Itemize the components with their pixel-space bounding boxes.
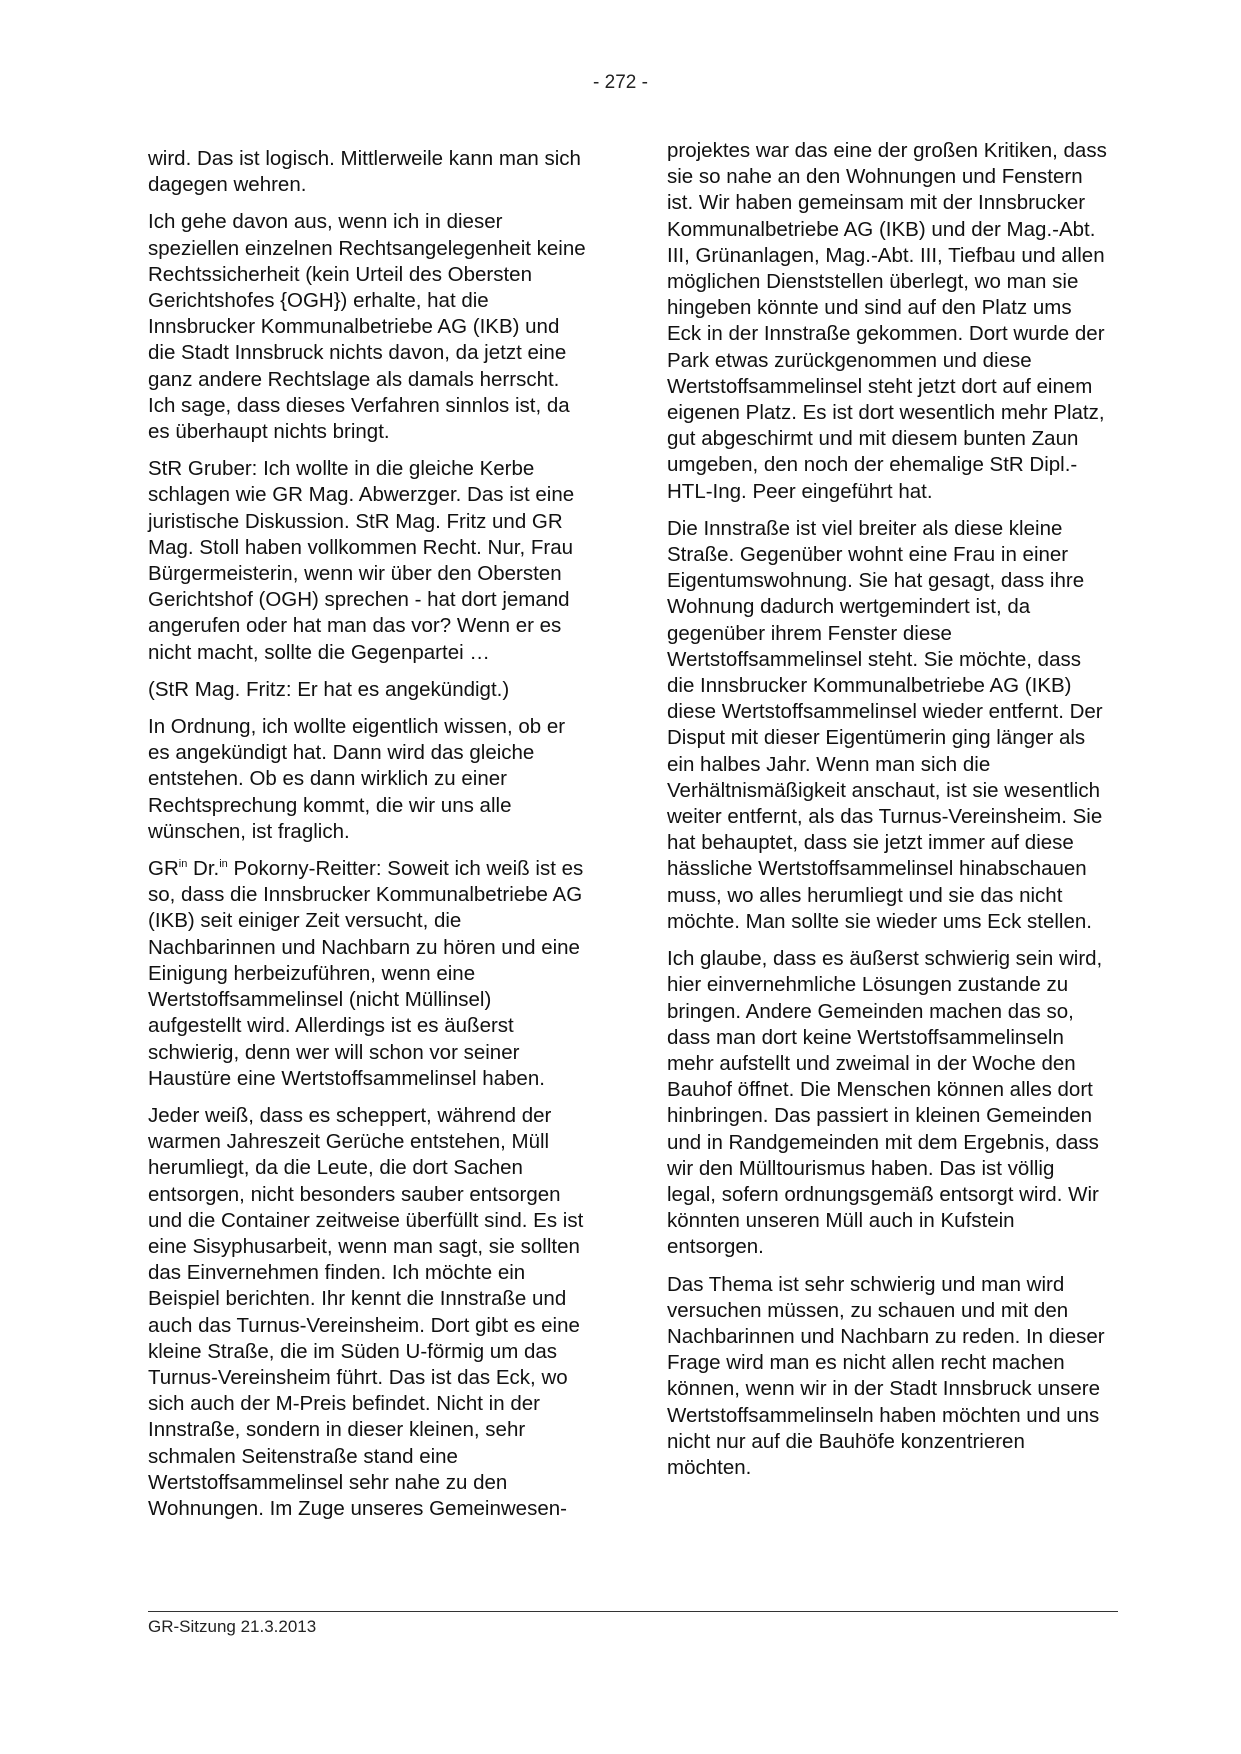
page-number: - 272 - bbox=[593, 72, 648, 93]
footer-session-date: GR-Sitzung 21.3.2013 bbox=[148, 1617, 317, 1636]
speech-text: Soweit ich weiß ist es so, dass die Innsbrucker Kommunalbetriebe AG (IKB) seit einiger Zeit versucht, die Nachbarinnen und Nachbarn zu hören und eine Einigung herbeizuführen, wenn eine Wertstoffsammelinsel (nicht Müllinsel) aufgestellt wird. Allerdings ist es äußerst schwierig, denn wer will schon vor seiner Haustüre eine Wertstoffsammelinsel haben. bbox=[148, 857, 584, 1090]
paragraph: (StR Mag. Fritz: Er hat es angekündigt.) bbox=[148, 677, 510, 701]
speaker-title: GR bbox=[148, 857, 179, 881]
footer-divider bbox=[148, 1611, 1118, 1612]
paragraph: Die Innstraße ist viel breiter als diese kleine Straße. Gegenüber wohnt eine Frau in einer Eigentumswohnung. Sie hat gesagt, dass ihre Wohnung dadurch wertgemindert ist, da gegenüber ihrem Fenster diese Wertstoffsammelinsel steht. Sie möchte, dass die Innsbrucker Kommunalbetriebe AG (IKB) diese Wertstoffsammelinsel wieder entfernt. Der Disput mit dieser Eigentümerin ging länger als ein halbes Jahr. Wenn man sich die Verhältnismäßigkeit anschaut, ist sie wesentlich weiter entfernt, als das Turnus-Vereinsheim. Sie hat behauptet, dass sie jetzt immer auf diese hässliche Wertstoffsammelinsel hinabschauen muss, wo alles herumliegt und sie das nicht möchte. Man sollte sie wieder ums Eck stellen. bbox=[667, 516, 1103, 933]
speaker-surname: Pokorny-Reitter: bbox=[227, 857, 382, 881]
speech-text: Ich wollte in die gleiche Kerbe schlagen wie GR Mag. Abwerzger. Das ist eine juristische Diskussion. StR Mag. Fritz und GR Mag. Stoll haben vollkommen Recht. Nur, Frau Bürgermeisterin, wenn wir über den Obersten Gerichtshof (OGH) sprechen - hat dort jemand angerufen oder hat man das vor? Wenn er es nicht macht, sollte die Gegenpartei … bbox=[148, 457, 575, 664]
speaker-name bbox=[148, 857, 382, 880]
paragraph: Ich gehe davon aus, wenn ich in dieser speziellen einzelnen Rechtsangelegenheit keine Rechtssicherheit (kein Urteil des Obersten Gerichtshofes {OGH}) erhalte, hat die Innsbrucker Kommunalbetriebe AG (IKB) und die Stadt Innsbruck nichts davon, da jetzt eine ganz andere Rechtslage als damals herrscht. Ich sage, dass dieses Verfahren sinnlos ist, da es überhaupt nichts bringt. bbox=[148, 210, 586, 444]
paragraph: Jeder weiß, dass es scheppert, während der warmen Jahreszeit Gerüche entstehen, Müll herumliegt, da die Leute, die dort Sachen entsorgen, nicht besonders sauber entsorgen und die Container zeitweise überfüllt sind. Es ist eine Sisyphusarbeit, wenn man sagt, sie sollten das Einvernehmen finden. Ich möchte ein Beispiel berichten. Ihr kennt die Innstraße und auch das Turnus-Vereinsheim. Dort gibt es eine kleine Straße, die im Süden U-förmig um das Turnus-Vereinsheim führt. Das ist das Eck, wo sich auch der M-Preis befindet. Nicht in der Innstraße, sondern in dieser kleinen, sehr schmalen Seitenstraße stand eine Wertstoffsammelinsel sehr nahe zu den Wohnungen. Im Zuge unseres Gemeinwesen- bbox=[148, 1103, 584, 1520]
paragraph bbox=[148, 456, 588, 666]
paragraph: wird. Das ist logisch. Mittlerweile kann man sich dagegen wehren. bbox=[148, 147, 581, 197]
speaker-title: Dr. bbox=[187, 857, 220, 881]
left-column bbox=[148, 146, 588, 1533]
paragraph: In Ordnung, ich wollte eigentlich wissen, ob er es angekündigt hat. Dann wird das gleiche entstehen. Ob es dann wirklich zu einer Rechtsprechung kommt, die wir uns alle wünschen, ist fraglich. bbox=[148, 715, 566, 843]
speaker-name: StR Gruber: bbox=[148, 457, 258, 481]
right-column bbox=[667, 139, 1107, 1492]
paragraph: Ich glaube, dass es äußerst schwierig sein wird, hier einvernehmliche Lösungen zustande zu bringen. Andere Gemeinden machen das so, dass man dort keine Wertstoffsammelinseln mehr aufstellt und zweimal in der Woche den Bauhof öffnet. Die Menschen können alles dort hinbringen. Das passiert in kleinen Gemeinden und in Randgemeinden mit dem Ergebnis, dass wir den Mülltourismus haben. Das ist völlig legal, sofern ordnungsgemäß entsorgt wird. Wir könnten unseren Müll auch in Kufstein entsorgen. bbox=[667, 947, 1103, 1259]
speaker-title-suffix: in bbox=[178, 858, 188, 871]
paragraph: Das Thema ist sehr schwierig und man wird versuchen müssen, zu schauen und mit den Nachbarinnen und Nachbarn zu reden. In dieser Frage wird man es nicht allen recht machen können, wenn wir in der Stadt Innsbruck unsere Wertstoffsammelinseln haben möchten und uns nicht nur auf die Bauhöfe konzentrieren möchten. bbox=[667, 1272, 1105, 1479]
paragraph: projektes war das eine der großen Kritiken, dass sie so nahe an den Wohnungen und Fenstern ist. Wir haben gemeinsam mit der Innsbrucker Kommunalbetriebe AG (IKB) und der Mag.-Abt. III, Grünanlagen, Mag.-Abt. III, Tiefbau und allen möglichen Dienststellen überlegt, wo man sie hingeben könnte und sind auf den Platz ums Eck in der Innstraße gekommen. Dort wurde der Park etwas zurückgenommen und diese Wertstoffsammelinsel steht jetzt dort auf einem eigenen Platz. Es ist dort wesentlich mehr Platz, gut abgeschirmt und mit diesem bunten Zaun umgeben, den noch der ehemalige StR Dipl.-HTL-Ing. Peer eingeführt hat. bbox=[667, 139, 1107, 503]
paragraph bbox=[148, 856, 588, 1092]
speaker-title-suffix: in bbox=[219, 858, 228, 871]
